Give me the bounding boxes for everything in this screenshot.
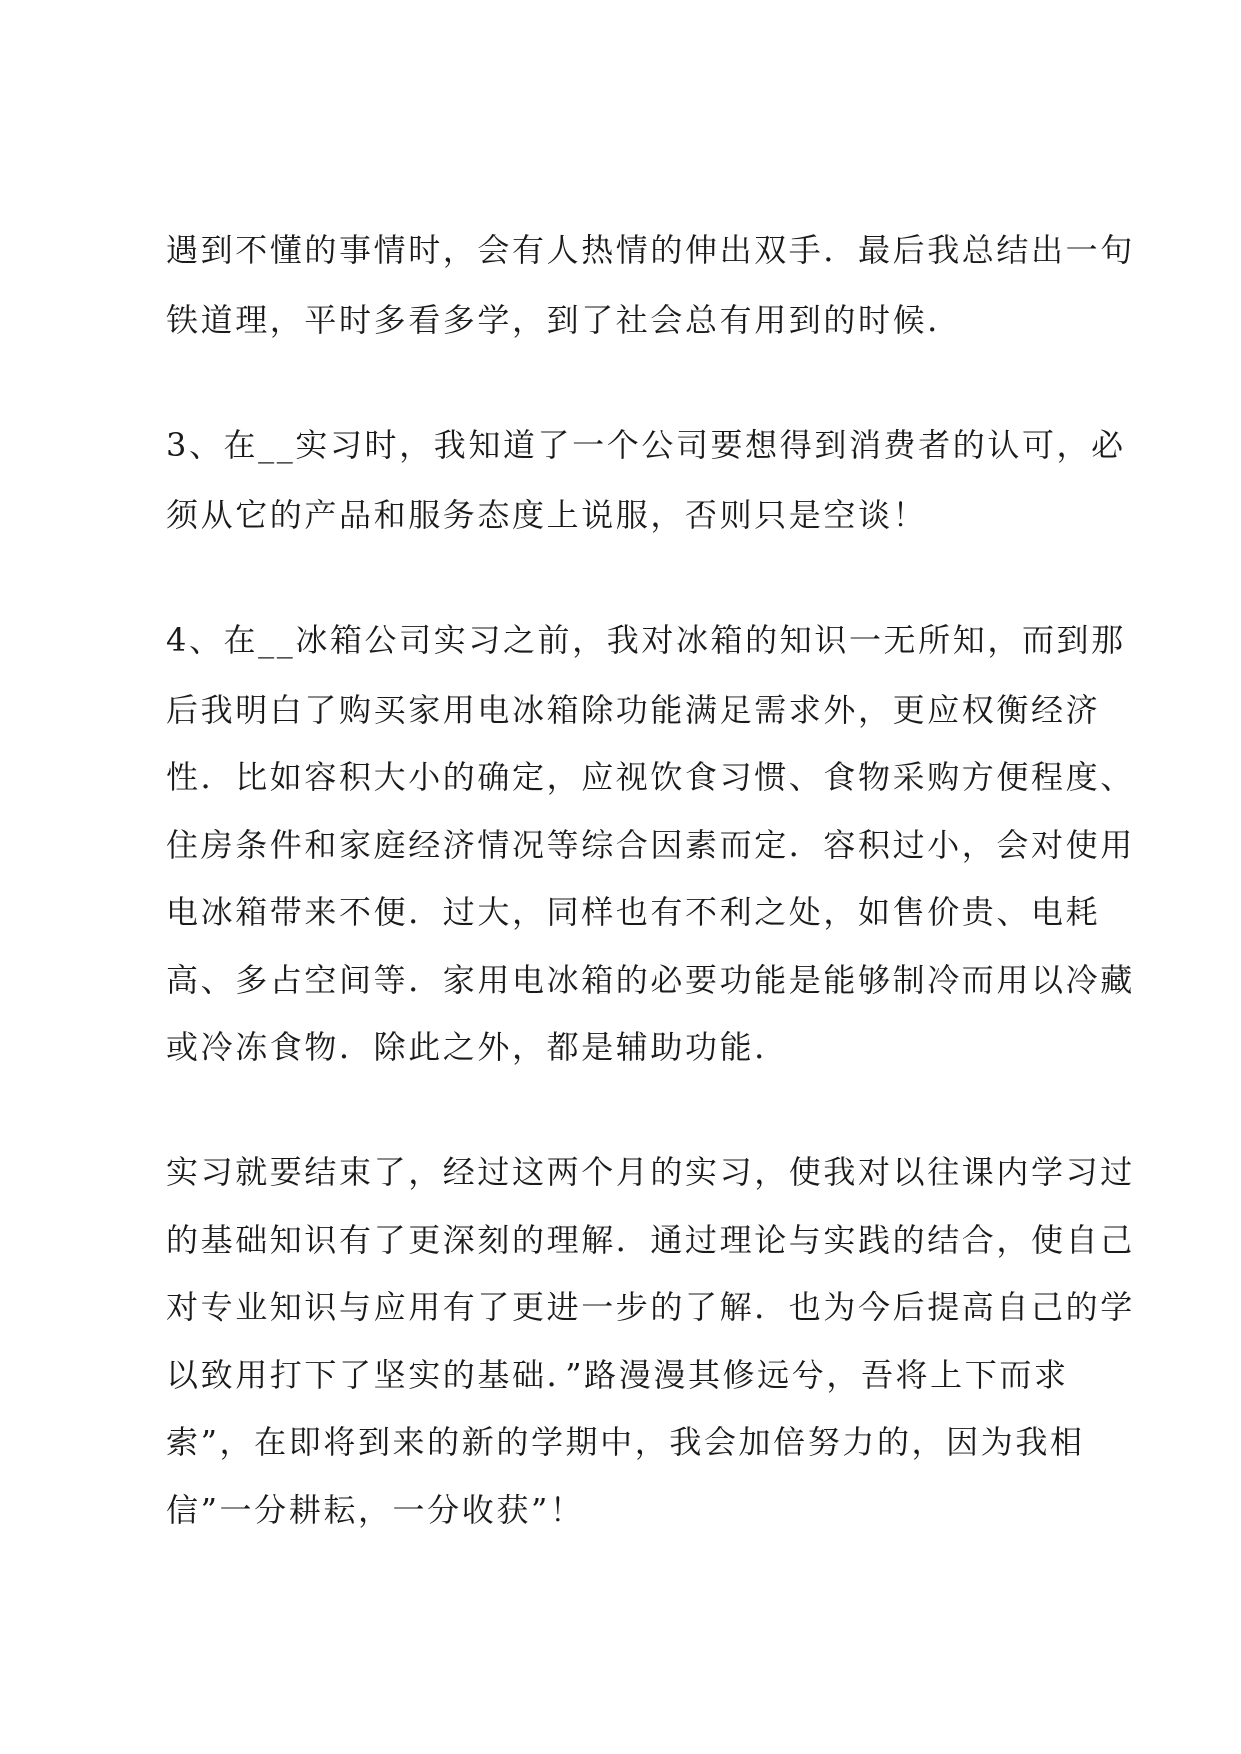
text-line: 索”，在即将到来的新的学期中，我会加倍努力的，因为我相: [166, 1423, 1085, 1461]
text-line: 实习就要结束了，经过这两个月的实习，使我对以往课内学习过: [166, 1153, 1135, 1191]
text-line: 以致用打下了坚实的基础．”路漫漫其修远兮，吾将上下而求: [166, 1356, 1069, 1394]
text-line: 4、在__冰箱公司实习之前，我对冰箱的知识一无所知，而到那: [166, 621, 1126, 659]
text-line: 须从它的产品和服务态度上说服，否则只是空谈！: [166, 496, 928, 534]
text-line: 电冰箱带来不便．过大，同样也有不利之处，如售价贵、电耗: [166, 893, 1101, 931]
text-line: 性．比如容积大小的确定，应视饮食习惯、食物采购方便程度、: [166, 758, 1135, 796]
text-line: 的基础知识有了更深刻的理解．通过理论与实践的结合，使自己: [166, 1221, 1135, 1259]
text-line: 铁道理，平时多看多学，到了社会总有用到的时候．: [166, 301, 962, 339]
text-line: 遇到不懂的事情时，会有人热情的伸出双手．最后我总结出一句: [166, 231, 1135, 269]
text-line: 住房条件和家庭经济情况等综合因素而定．容积过小，会对使用: [166, 826, 1135, 864]
text-line: 或冷冻食物．除此之外，都是辅助功能．: [166, 1028, 789, 1066]
text-line: 后我明白了购买家用电冰箱除功能满足需求外，更应权衡经济: [166, 691, 1101, 729]
text-line: 信”一分耕耘，一分收获”！: [166, 1491, 585, 1529]
text-line: 对专业知识与应用有了更进一步的了解．也为今后提高自己的学: [166, 1288, 1135, 1326]
text-line: 高、多占空间等．家用电冰箱的必要功能是能够制冷而用以冷藏: [166, 961, 1135, 999]
text-line: 3、在__实习时，我知道了一个公司要想得到消费者的认可，必: [166, 426, 1126, 464]
